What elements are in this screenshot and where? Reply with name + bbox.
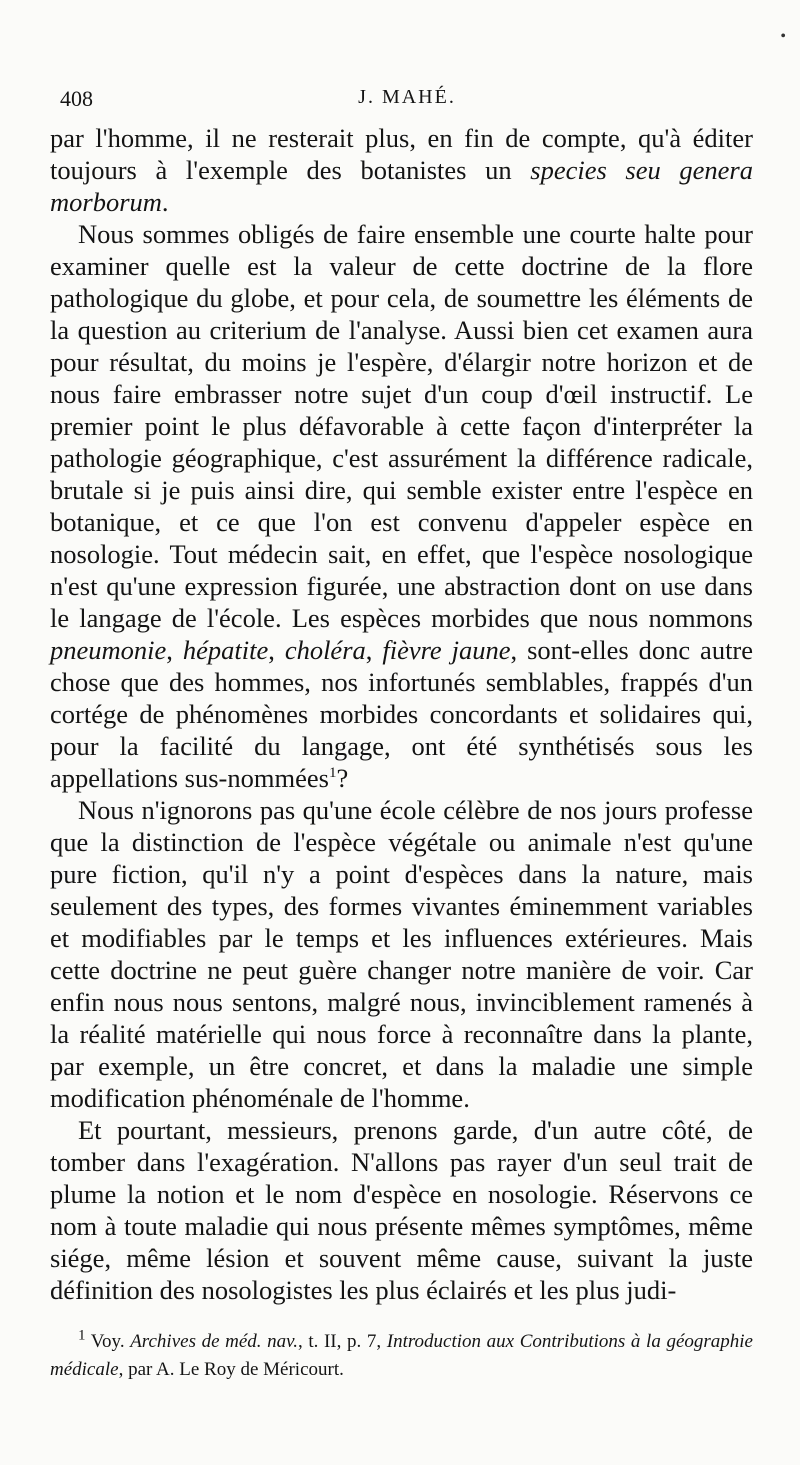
italic-pneumonie: pneumonie	[50, 635, 167, 665]
paragraph-4: Et pourtant, messieurs, prenons garde, d'un autre côté, de tomber dans l'exagération. N'allons pas rayer d'un seul trait de plume la notion et le nom d'espèce en nosologie. Réservons ce nom à toute maladie qui nous présente mêmes symptômes, même siége, même lésion et souvent même cause, suivant la juste définition des nosologistes les plus éclairés et les plus judi-	[50, 1115, 753, 1305]
page-header	[60, 86, 754, 116]
footnote-text-2: , t. II, p. 7,	[297, 1331, 387, 1352]
corner-mark: •	[780, 28, 786, 45]
footnote-text-1: Voy.	[85, 1331, 131, 1352]
paragraph-2-continuation: , sont-elles donc autre chose que des hommes, nos infortunés semblables, frappés d'un cortége de phénomènes morbides concordants et solidaires qui, pour la facilité du langage, ont été synthétisés sous les appellations sus-nommées	[50, 635, 754, 793]
paragraph-1-end: .	[161, 187, 169, 217]
footnote-text-3: , par A. Le Roy de Méricourt.	[118, 1359, 344, 1380]
footnote-work-title: Introduction aux Contributions à la géographie médicale	[50, 1331, 753, 1380]
footnote	[50, 1328, 753, 1384]
footnote-journal-title: Archives de méd. nav.	[130, 1331, 298, 1352]
separator: ,	[166, 635, 183, 665]
italic-cholera: choléra	[284, 635, 366, 665]
running-head: J. MAHÉ.	[358, 86, 456, 108]
footnote-reference: 1	[328, 765, 337, 782]
italic-hepatite: hépatite	[182, 635, 269, 665]
paragraph-2-text: Nous sommes obligés de faire ensemble une courte halte pour examiner quelle est la valeur de cette doctrine de la flore pathologique du globe, et pour cela, de soumettre les éléments de la question au criterium de l'analyse. Aussi bien cet examen aura pour résultat, du moins je l'espère, d'élargir notre horizon et de nous faire embrasser notre sujet d'un coup d'œil instructif. Le premier point le plus défavorable à cette façon d'interpréter la pathologie géographique, c'est assurément la différence radicale, brutale si je puis ainsi dire, qui semble exister entre l'espèce en botanique, et ce que l'on est convenu d'appeler espèce en nosologie. Tout médecin sait, en effet, que l'espèce nosologique n'est qu'une expression figurée, une abstraction dont on use dans le langage de l'école. Les espèces morbides que nous nommons	[50, 219, 753, 633]
body-text	[50, 122, 753, 1306]
separator: ,	[365, 635, 383, 665]
footnote-mark: 1	[78, 1327, 86, 1344]
italic-fievre-jaune: fièvre jaune	[382, 635, 511, 665]
paragraph-3: Nous n'ignorons pas qu'une école célèbre de nos jours professe que la distinction de l'espèce végétale ou animale n'est qu'une pure fiction, qu'il n'y a point d'espèces dans la nature, mais seulement des types, des formes vivantes éminemment variables et modifiables par le temps et les influences extérieures. Mais cette doctrine ne peut guère changer notre manière de voir. Car enfin nous nous sentons, malgré nous, invinciblement ramenés à la réalité matérielle qui nous force à reconnaître dans la plante, par exemple, un être concret, et dans la maladie une simple modification phénoménale de l'homme.	[50, 795, 753, 1113]
separator: ,	[268, 635, 285, 665]
paragraph-2-end: ?	[336, 763, 349, 793]
paragraph-2	[50, 218, 753, 794]
page-number: 408	[60, 86, 93, 111]
paragraph-1-italic: species seu genera morborum	[50, 155, 753, 217]
paragraph-1-text: par l'homme, il ne resterait plus, en fin de compte, qu'à éditer toujours à l'exemple des botanistes un	[50, 123, 753, 185]
paragraph-1	[50, 122, 753, 218]
